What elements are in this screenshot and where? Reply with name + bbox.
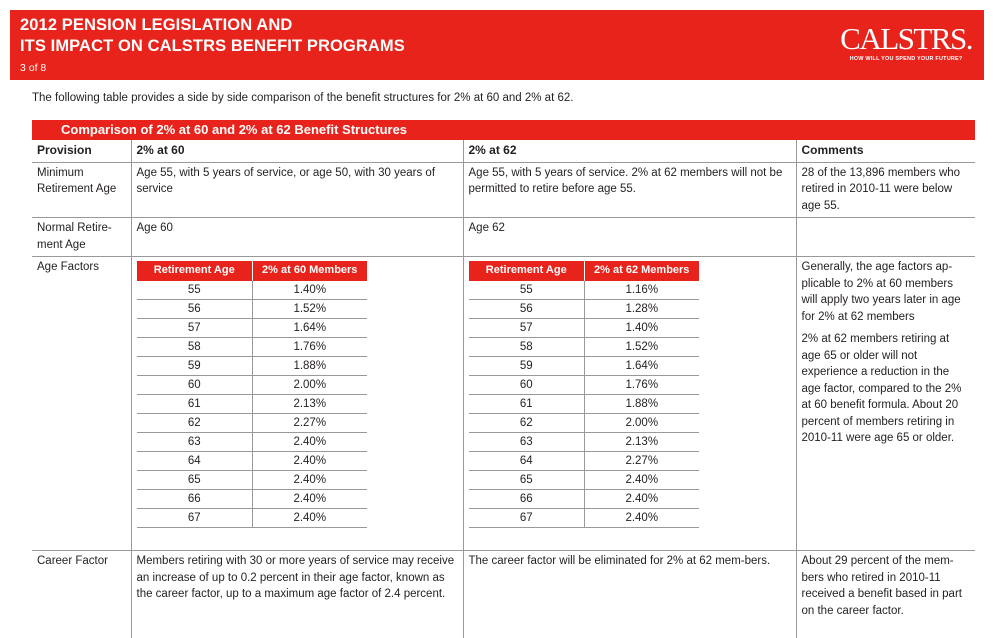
row-minimum-retirement-age [32, 162, 975, 218]
retirement-age-cell: 64 [137, 452, 253, 471]
table-row [137, 300, 367, 319]
retirement-age-cell: 59 [469, 357, 585, 376]
comment-cell: 28 of the 13,896 members who retired in 2010-11 were below age 55. [796, 162, 975, 218]
retirement-age-cell: 63 [469, 433, 585, 452]
age-factor-cell: 2.00% [585, 414, 699, 433]
document-title [20, 15, 405, 57]
retirement-age-cell: 57 [137, 319, 253, 338]
row-normal-retirement-age [32, 218, 975, 257]
retirement-age-cell: 62 [469, 414, 585, 433]
provision-cell: Normal Retire-ment Age [32, 218, 131, 257]
comparison-table-section [32, 120, 975, 638]
at60-age-factor-cell [131, 257, 463, 551]
logo-tagline: HOW WILL YOU SPEND YOUR FUTURE? [849, 56, 963, 62]
row-career-factor [32, 551, 975, 638]
table-row [137, 414, 367, 433]
age-factor-cell: 1.76% [253, 338, 367, 357]
age-factor-cell: 1.76% [585, 376, 699, 395]
header-provision: Provision [32, 140, 131, 162]
intro-paragraph: The following table provides a side by side comparison of the benefit structures for 2% at 60 and 2% at 62. [32, 92, 574, 104]
col-retirement-age: Retirement Age [137, 261, 253, 281]
retirement-age-cell: 67 [469, 509, 585, 528]
table-row [469, 395, 699, 414]
age-factor-cell: 2.40% [585, 509, 699, 528]
table-row [137, 357, 367, 376]
retirement-age-cell: 55 [137, 281, 253, 300]
age-factor-cell: 2.27% [253, 414, 367, 433]
age-factor-cell: 2.40% [253, 509, 367, 528]
col-2at60-members: 2% at 60 Members [253, 261, 367, 281]
table-row [137, 281, 367, 300]
header-2at60: 2% at 60 [131, 140, 463, 162]
retirement-age-cell: 60 [469, 376, 585, 395]
comparison-table [32, 140, 975, 638]
at62-cell: Age 55, with 5 years of service. 2% at 62 members will not be permitted to retire before age 55. [463, 162, 796, 218]
header-comments: Comments [796, 140, 975, 162]
age-factor-cell: 1.64% [585, 357, 699, 376]
table-row [137, 319, 367, 338]
row-age-factors [32, 257, 975, 551]
table-title: Comparison of 2% at 60 and 2% at 62 Benefit Structures [32, 120, 975, 140]
table-row [469, 452, 699, 471]
table-row [137, 433, 367, 452]
table-row [137, 471, 367, 490]
age-factor-cell: 1.52% [253, 300, 367, 319]
table-row [469, 300, 699, 319]
provision-cell: Career Factor [32, 551, 131, 638]
col-retirement-age: Retirement Age [469, 261, 585, 281]
table-row [469, 490, 699, 509]
table-row [469, 509, 699, 528]
retirement-age-cell: 58 [469, 338, 585, 357]
comment-paragraph-2: 2% at 62 members retiring at age 65 or older will not experience a reduction in the age factor, compared to the 2% at 60 benefit formula. About 20 percent of members retiring in 2010-11 were age 65 or older. [801, 333, 962, 444]
retirement-age-cell: 61 [137, 395, 253, 414]
age-factor-cell: 2.40% [585, 490, 699, 509]
retirement-age-cell: 66 [469, 490, 585, 509]
age-factor-cell: 1.88% [253, 357, 367, 376]
age-factor-cell: 1.16% [585, 281, 699, 300]
page-number: 3 of 8 [20, 62, 47, 74]
logo-wordmark: CALSTRS. [840, 21, 972, 56]
table-row [469, 338, 699, 357]
retirement-age-cell: 67 [137, 509, 253, 528]
col-2at62-members: 2% at 62 Members [585, 261, 699, 281]
comment-paragraph-1: Generally, the age factors ap-plicable to 2% at 60 members will apply two years later in age for 2% at 62 members [801, 261, 961, 323]
table-row [137, 490, 367, 509]
age-factor-cell: 1.52% [585, 338, 699, 357]
table-row [137, 338, 367, 357]
retirement-age-cell: 65 [137, 471, 253, 490]
provision-cell: Minimum Retirement Age [32, 162, 131, 218]
age-factor-cell: 2.40% [585, 471, 699, 490]
page-header [10, 10, 984, 80]
provision-cell: Age Factors [32, 257, 131, 551]
age-factor-cell: 1.88% [585, 395, 699, 414]
age-factor-cell: 1.28% [585, 300, 699, 319]
retirement-age-cell: 60 [137, 376, 253, 395]
calstrs-logo [840, 23, 972, 62]
age-factor-table-2at62 [469, 261, 699, 528]
retirement-age-cell: 57 [469, 319, 585, 338]
age-factor-cell: 1.40% [253, 281, 367, 300]
retirement-age-cell: 62 [137, 414, 253, 433]
comment-cell [796, 257, 975, 551]
at60-cell: Members retiring with 30 or more years of service may receive an increase of up to 0.2 percent in their age factor, known as the career factor, up to a maximum age factor of 2.4 percent. [131, 551, 463, 638]
age-factor-cell: 2.00% [253, 376, 367, 395]
retirement-age-cell: 63 [137, 433, 253, 452]
table-row [469, 433, 699, 452]
age-factor-cell: 2.27% [585, 452, 699, 471]
table-row [469, 414, 699, 433]
age-factor-cell: 2.13% [585, 433, 699, 452]
retirement-age-cell: 65 [469, 471, 585, 490]
table-row [469, 319, 699, 338]
retirement-age-cell: 56 [469, 300, 585, 319]
comment-cell: About 29 percent of the mem-bers who retired in 2010-11 received a benefit based in part on the career factor. [801, 555, 962, 617]
age-factor-cell: 2.40% [253, 452, 367, 471]
retirement-age-cell: 58 [137, 338, 253, 357]
age-factor-cell: 1.40% [585, 319, 699, 338]
table-row [137, 452, 367, 471]
at62-age-factor-cell [463, 257, 796, 551]
at62-cell: Age 62 [463, 218, 796, 257]
table-row [137, 395, 367, 414]
table-row [137, 509, 367, 528]
retirement-age-cell: 64 [469, 452, 585, 471]
age-factor-cell: 2.40% [253, 490, 367, 509]
retirement-age-cell: 66 [137, 490, 253, 509]
age-factor-cell: 1.64% [253, 319, 367, 338]
at60-cell: Age 55, with 5 years of service, or age 50, with 30 years of service [131, 162, 463, 218]
at62-cell: The career factor will be eliminated for 2% at 62 mem-bers. [463, 551, 796, 638]
age-factor-table-2at60 [137, 261, 367, 528]
comment-cell [796, 218, 975, 257]
at60-cell: Age 60 [131, 218, 463, 257]
retirement-age-cell: 59 [137, 357, 253, 376]
title-line-1: 2012 PENSION LEGISLATION AND [20, 16, 293, 34]
retirement-age-cell: 55 [469, 281, 585, 300]
table-row [469, 357, 699, 376]
age-factor-rows-2at60 [137, 281, 367, 528]
table-row [469, 376, 699, 395]
table-header-row [32, 140, 975, 162]
table-row [469, 281, 699, 300]
age-factor-cell: 2.40% [253, 433, 367, 452]
age-factor-rows-2at62 [469, 281, 699, 528]
retirement-age-cell: 56 [137, 300, 253, 319]
age-factor-cell: 2.13% [253, 395, 367, 414]
header-2at62: 2% at 62 [463, 140, 796, 162]
table-row [469, 471, 699, 490]
table-row [137, 376, 367, 395]
title-line-2: ITS IMPACT ON CALSTRS BENEFIT PROGRAMS [20, 37, 405, 55]
retirement-age-cell: 61 [469, 395, 585, 414]
age-factor-cell: 2.40% [253, 471, 367, 490]
